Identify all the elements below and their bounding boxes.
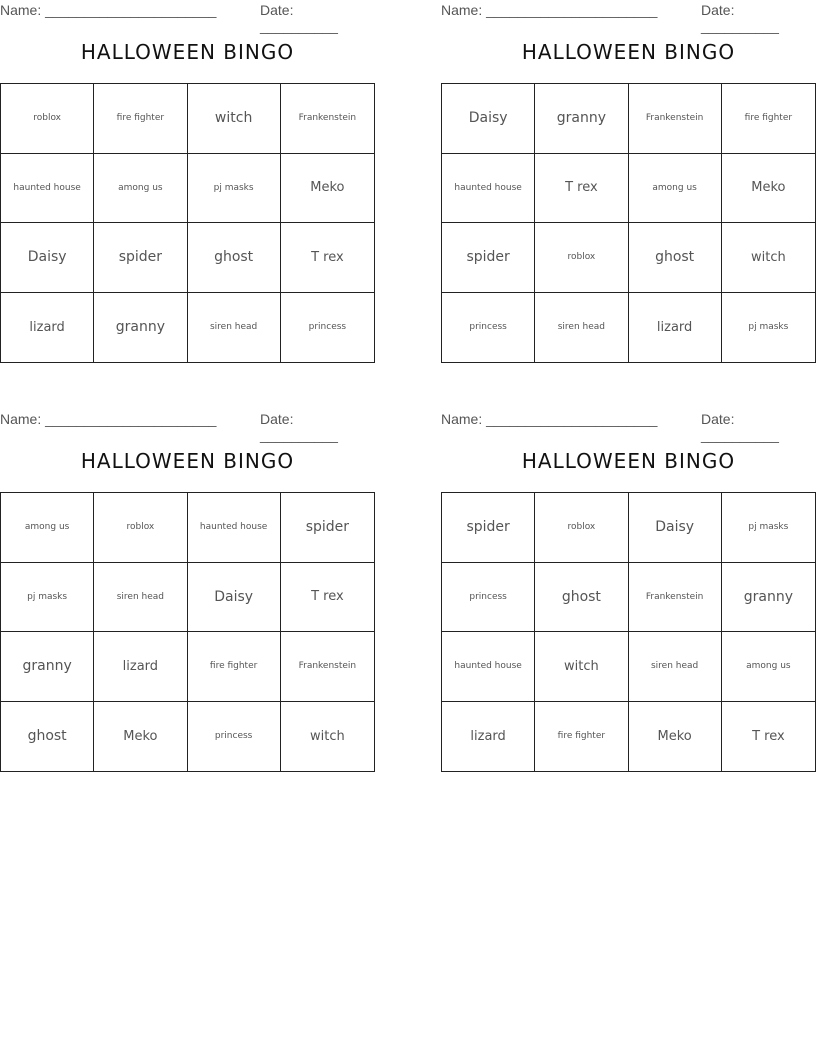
bingo-cell: pj masks [722,493,815,563]
bingo-cell: fire fighter [188,632,281,702]
bingo-cell: witch [188,84,281,154]
bingo-cell: spider [442,493,535,563]
card-header [441,409,816,443]
bingo-cell: haunted house [1,154,94,224]
date-label: Date: __________ [701,2,779,34]
bingo-cell: lizard [442,702,535,772]
bingo-cell: among us [722,632,815,702]
bingo-cell: roblox [1,84,94,154]
card-title: HALLOWEEN BINGO [521,449,736,473]
card-title: HALLOWEEN BINGO [521,40,736,64]
date-label: Date: __________ [701,411,779,443]
bingo-cell: ghost [535,563,628,633]
bingo-cell: haunted house [442,632,535,702]
bingo-cell: T rex [535,154,628,224]
bingo-cell: T rex [281,223,374,293]
name-label: Name: ______________________ [441,2,658,18]
bingo-cell: Daisy [442,84,535,154]
name-label: Name: ______________________ [0,411,217,427]
bingo-cell: lizard [1,293,94,363]
bingo-cell: spider [442,223,535,293]
bingo-cell: Meko [629,702,722,772]
bingo-cell: princess [442,293,535,363]
bingo-cell: fire fighter [722,84,815,154]
bingo-cell: witch [535,632,628,702]
bingo-cell: Frankenstein [281,632,374,702]
bingo-cell: ghost [629,223,722,293]
bingo-cell: granny [722,563,815,633]
bingo-cell: siren head [94,563,187,633]
bingo-cell: fire fighter [94,84,187,154]
bingo-cell: princess [188,702,281,772]
bingo-cell: roblox [535,493,628,563]
card-title: HALLOWEEN BINGO [80,449,295,473]
bingo-cell: spider [281,493,374,563]
bingo-cell: siren head [188,293,281,363]
card-header [0,409,375,443]
bingo-cell: granny [1,632,94,702]
bingo-cell: witch [310,728,345,744]
bingo-grid [0,492,375,772]
date-label: Date: __________ [260,2,338,34]
bingo-cell: Daisy [1,223,94,293]
bingo-cell: Daisy [188,563,281,633]
bingo-cell: lizard [629,293,722,363]
bingo-cell: ghost [1,702,94,772]
bingo-cell: roblox [535,223,628,293]
bingo-cell: haunted house [442,154,535,224]
bingo-cell: siren head [629,632,722,702]
bingo-grid [441,492,816,772]
bingo-cell: granny [535,84,628,154]
bingo-cell: spider [94,223,187,293]
bingo-cell: Frankenstein [629,563,722,633]
bingo-cell: pj masks [188,154,281,224]
bingo-cell: Daisy [629,493,722,563]
name-label: Name: ______________________ [0,2,217,18]
bingo-cell: siren head [535,293,628,363]
bingo-cell: princess [308,322,347,333]
bingo-cell: ghost [188,223,281,293]
bingo-cell: Frankenstein [281,84,374,154]
bingo-cell: granny [94,293,187,363]
bingo-cell: pj masks [1,563,94,633]
bingo-cell: princess [442,563,535,633]
bingo-cell: T rex [281,563,374,633]
bingo-cell: pj masks [748,322,789,333]
bingo-cell: among us [629,154,722,224]
bingo-cell: Frankenstein [629,84,722,154]
card-header [0,0,375,34]
bingo-cell: roblox [94,493,187,563]
card-title: HALLOWEEN BINGO [80,40,295,64]
bingo-cell: lizard [94,632,187,702]
name-label: Name: ______________________ [441,411,658,427]
bingo-cell: Meko [94,702,187,772]
bingo-grid [0,83,375,363]
bingo-cell: among us [94,154,187,224]
bingo-grid [441,83,816,363]
bingo-cell: fire fighter [535,702,628,772]
bingo-cell: Meko [281,154,374,224]
card-header [441,0,816,34]
bingo-cell: witch [722,223,815,293]
bingo-cell: T rex [752,728,785,744]
date-label: Date: __________ [260,411,338,443]
bingo-cell: haunted house [188,493,281,563]
bingo-cell: Meko [722,154,815,224]
bingo-cell: among us [1,493,94,563]
